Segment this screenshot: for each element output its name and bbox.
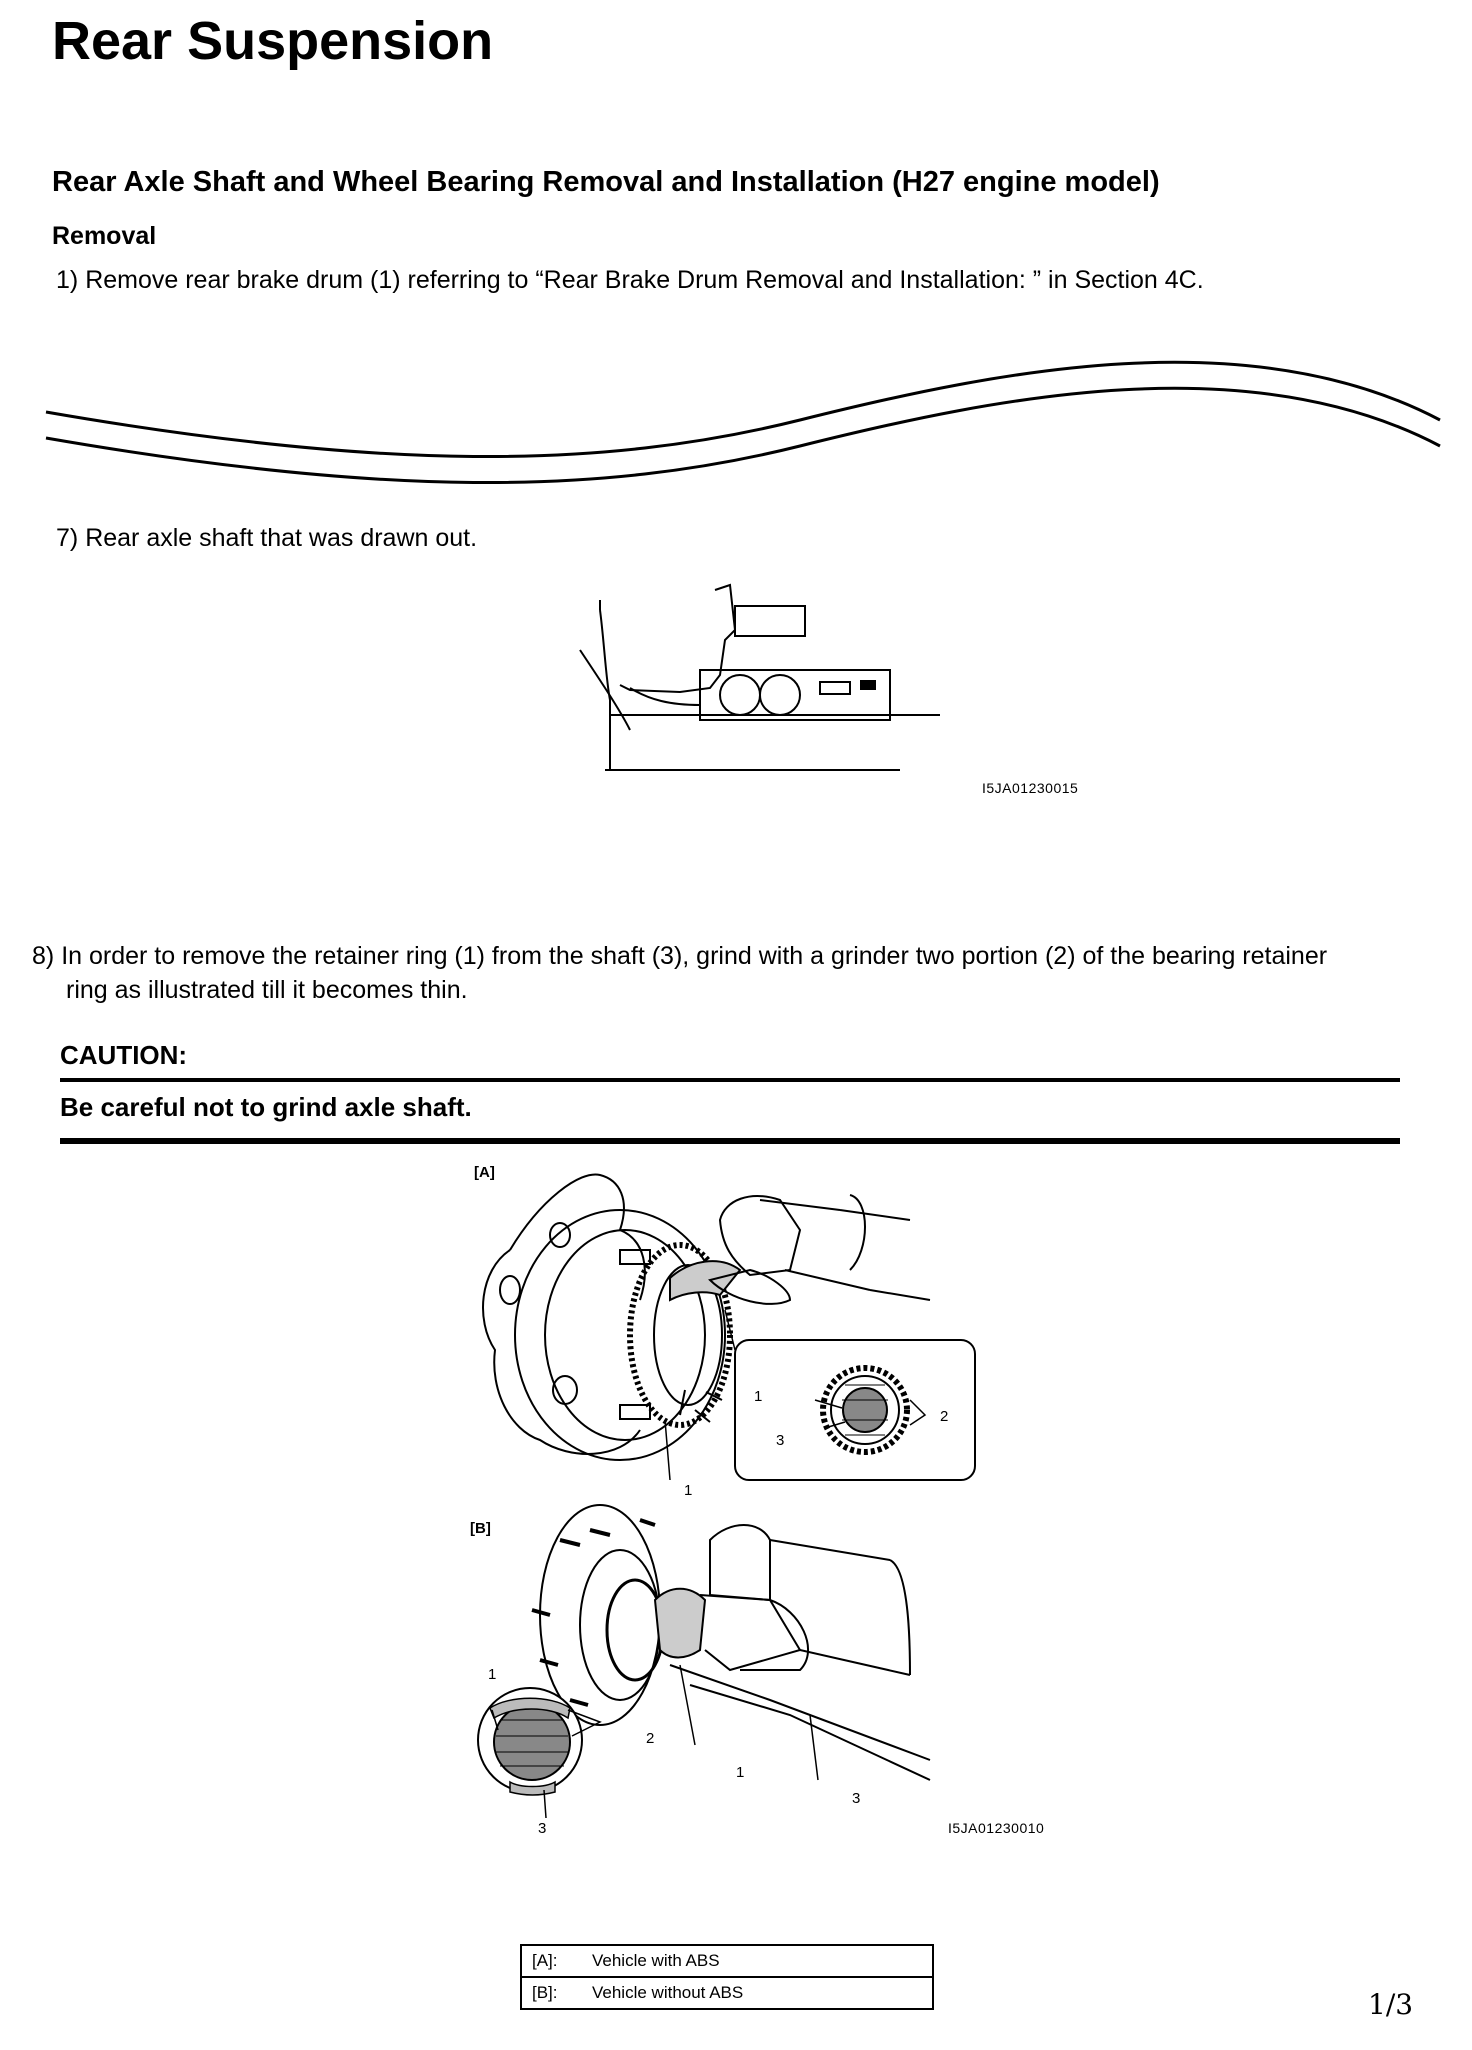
section-title: Rear Axle Shaft and Wheel Bearing Removal and Installation (H27 engine model) [52,166,1160,198]
step-8-continuation: ring as illustrated till it becomes thin. [66,976,468,1004]
callout-b-3: 3 [852,1790,861,1807]
grinding-illustration-with-abs [470,1160,1010,1500]
step-7-number: 7) [56,524,79,552]
step-7-text: Rear axle shaft that was drawn out. [85,524,478,552]
grinding-illustration-without-abs [470,1500,950,1860]
page-title: Rear Suspension [52,11,494,71]
step-1-number: 1) [56,266,79,294]
caution-bottom-rule [60,1138,1400,1144]
view-a-label: [A] [474,1164,495,1181]
caution-label: CAUTION: [60,1040,188,1070]
callout-a-3: 3 [776,1432,785,1449]
callout-a-1-bottom: 1 [684,1482,693,1499]
step-8 [32,942,1327,971]
figure-1-code: I5JA01230015 [982,780,1079,796]
callout-b-2: 2 [646,1730,655,1747]
caution-text: Be careful not to grind axle shaft. [60,1092,472,1122]
step-7 [56,524,477,553]
removal-subheading: Removal [52,222,157,250]
legend-value: Vehicle without ABS [582,1977,933,2009]
legend-key: [A]: [521,1945,582,1977]
legend-key: [B]: [521,1977,582,2009]
callout-b-1: 1 [736,1764,745,1781]
omission-wave-divider [0,320,1472,520]
step-8-text-line1: In order to remove the retainer ring (1) from the shaft (3), grind with a grinder two portion (2) of the bearing retainer [61,942,1328,970]
figure-2-code: I5JA01230010 [948,1820,1045,1836]
caution-top-rule [60,1078,1400,1082]
legend-value: Vehicle with ABS [582,1945,933,1977]
callout-b-3-bottom: 3 [538,1820,547,1837]
callout-a-2: 2 [940,1408,949,1425]
view-b-label: [B] [470,1520,491,1537]
callout-b-1-left: 1 [488,1666,497,1683]
step-1-text: Remove rear brake drum (1) referring to “Rear Brake Drum Removal and Installation: ” in Section 4C. [85,266,1204,294]
legend-row [521,1977,933,2009]
page-number: 1/3 [1368,1988,1414,2021]
view-legend-table [520,1944,934,2010]
callout-a-1: 1 [754,1388,763,1405]
legend-row [521,1945,933,1977]
step-1 [56,266,1204,295]
step-8-number: 8) [32,942,55,970]
axle-shaft-drawn-out-illustration [560,580,960,780]
